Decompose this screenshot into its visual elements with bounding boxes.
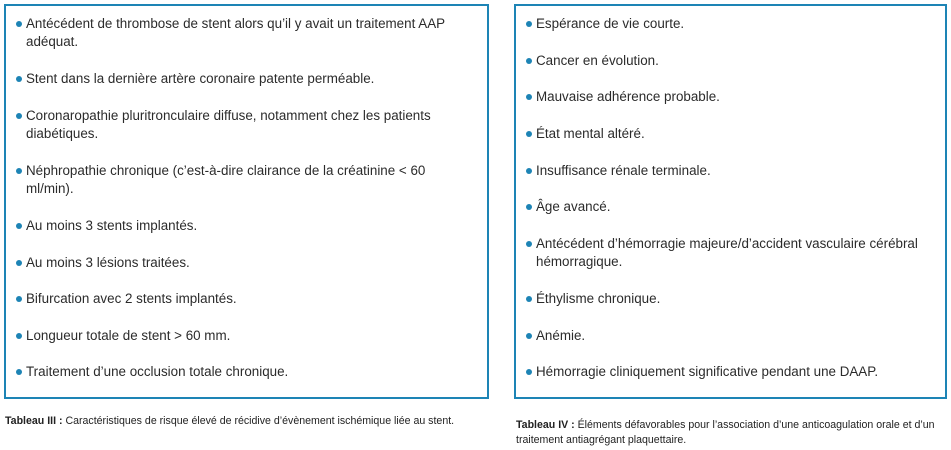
caption-label: Tableau IV : (516, 419, 575, 431)
bullet-dot-icon (16, 168, 22, 174)
bullet-dot-icon (16, 333, 22, 339)
list-item: Néphropathie chronique (c’est-à-dire clairance de la créatinine < 60 ml/min). (13, 162, 475, 198)
table-iii-box (4, 4, 489, 399)
list-item: Traitement d’une occlusion totale chronique. (13, 363, 475, 381)
bullet-dot-icon (526, 204, 532, 210)
table-iii-list (6, 6, 487, 397)
list-item: Espérance de vie courte. (523, 15, 937, 33)
table-iv-box (514, 4, 947, 399)
bullet-dot-icon (526, 21, 532, 27)
bullet-dot-icon (16, 76, 22, 82)
bullet-dot-icon (526, 168, 532, 174)
table-iv-list (516, 6, 945, 397)
caption-label: Tableau III : (5, 415, 63, 427)
bullet-dot-icon (526, 58, 532, 64)
bullet-dot-icon (16, 260, 22, 266)
list-item: Insuffisance rénale terminale. (523, 162, 937, 180)
bullet-dot-icon (16, 21, 22, 27)
list-item: Cancer en évolution. (523, 52, 937, 70)
list-item: Hémorragie cliniquement significative pendant une DAAP. (523, 363, 937, 381)
list-item: Au moins 3 stents implantés. (13, 217, 475, 235)
bullet-dot-icon (526, 296, 532, 302)
caption-text: Caractéristiques de risque élevé de récidive d’évènement ischémique liée au stent. (62, 415, 455, 427)
bullet-dot-icon (16, 113, 22, 119)
list-item: État mental altéré. (523, 125, 937, 143)
list-item: Longueur totale de stent > 60 mm. (13, 327, 475, 345)
bullet-dot-icon (526, 241, 532, 247)
list-item: Éthylisme chronique. (523, 290, 937, 308)
bullet-dot-icon (526, 333, 532, 339)
bullet-dot-icon (526, 369, 532, 375)
list-item: Anémie. (523, 327, 937, 345)
list-item: Bifurcation avec 2 stents implantés. (13, 290, 475, 308)
list-item: Antécédent de thrombose de stent alors qu’il y avait un traitement AAP adéquat. (13, 15, 475, 51)
table-iii-caption (5, 414, 485, 429)
list-item: Coronaropathie pluritronculaire diffuse, notamment chez les patients diabétiques. (13, 107, 475, 143)
list-item: Mauvaise adhérence probable. (523, 88, 937, 106)
list-item: Stent dans la dernière artère coronaire patente perméable. (13, 70, 475, 88)
bullet-dot-icon (16, 223, 22, 229)
bullet-dot-icon (16, 296, 22, 302)
bullet-dot-icon (16, 369, 22, 375)
list-item: Antécédent d’hémorragie majeure/d’accident vasculaire cérébral hémorragique. (523, 235, 937, 271)
table-iv-caption (516, 418, 948, 448)
list-item: Âge avancé. (523, 198, 937, 216)
bullet-dot-icon (526, 94, 532, 100)
list-item: Au moins 3 lésions traitées. (13, 254, 475, 272)
bullet-dot-icon (526, 131, 532, 137)
caption-text: Éléments défavorables pour l’association d’une anticoagulation orale et d’un traitement antiagrégant plaquettaire. (516, 419, 935, 446)
